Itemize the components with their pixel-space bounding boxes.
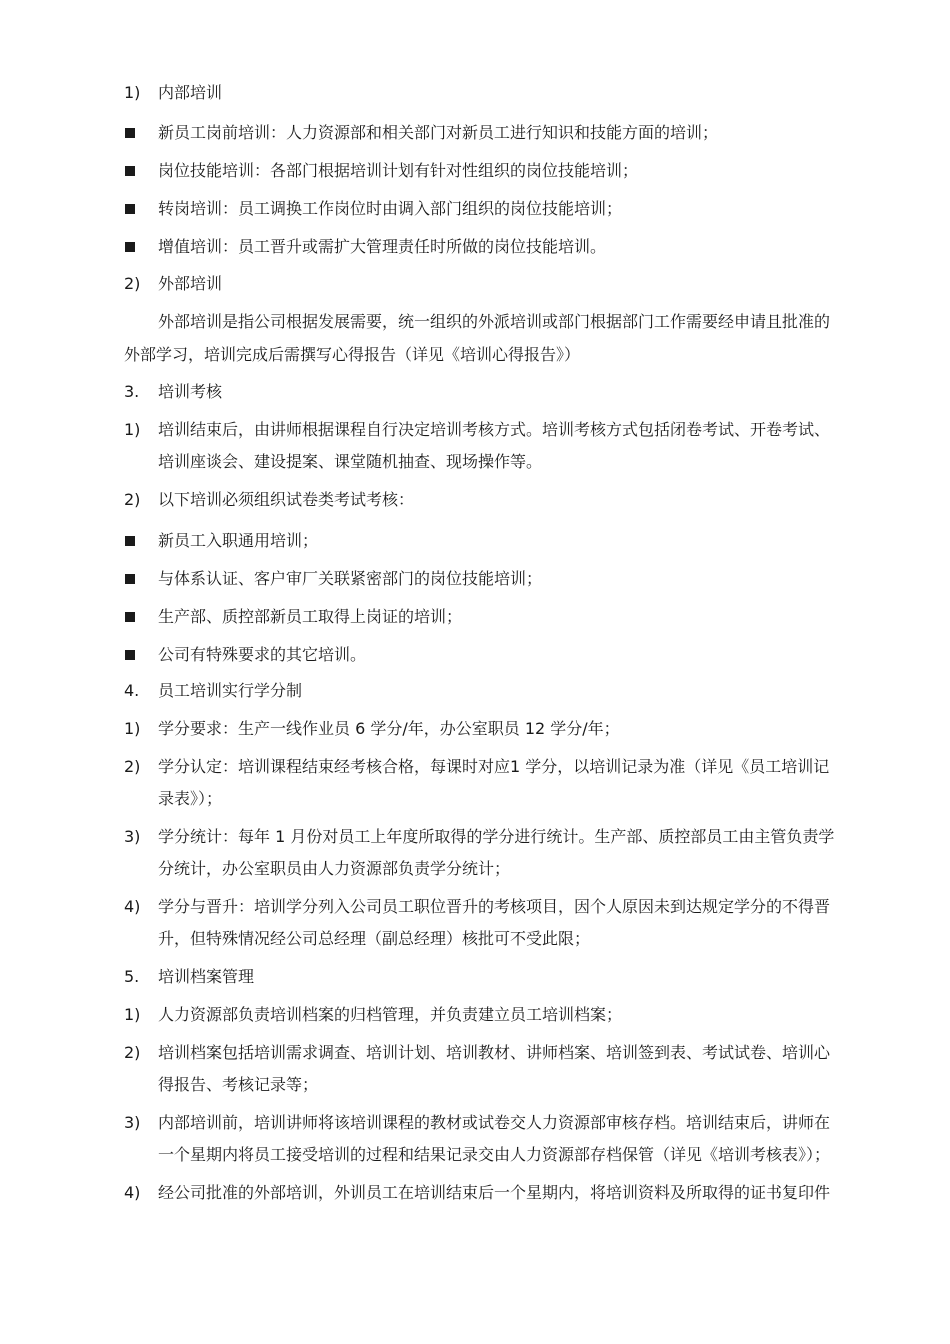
- line-text: 培训座谈会、建设提案、课堂随机抽查、现场操作等。: [158, 452, 543, 471]
- list-marker: 4): [124, 1183, 141, 1202]
- line: [0, 927, 950, 951]
- line-text: 新员工岗前培训：人力资源部和相关部门对新员工进行知识和技能方面的培训；: [158, 123, 719, 142]
- line-text: 分统计，办公室职员由人力资源部负责学分统计；: [158, 859, 511, 878]
- line-text: 转岗培训：员工调换工作岗位时由调入部门组织的岗位技能培训；: [158, 199, 623, 218]
- line: [0, 679, 950, 703]
- line: [0, 643, 950, 667]
- section-heading: 员工培训实行学分制: [158, 681, 303, 700]
- line: [0, 755, 950, 779]
- line: [0, 529, 950, 553]
- line: [0, 787, 950, 811]
- square-bullet-icon: [125, 166, 135, 176]
- line-text: 得报告、考核记录等；: [158, 1075, 319, 1094]
- line: [0, 1003, 950, 1027]
- line: [0, 343, 950, 367]
- line-text: 内部培训前，培训讲师将该培训课程的教材或试卷交人力资源部审核存档。培训结束后，讲师在: [158, 1113, 831, 1132]
- line-text: 人力资源部负责培训档案的归档管理，并负责建立员工培训档案；: [158, 1005, 623, 1024]
- list-marker: 2): [124, 490, 141, 509]
- line-text: 学分要求：生产一线作业员 6 学分/年，办公室职员 12 学分/年；: [158, 719, 620, 738]
- list-marker: 1): [124, 420, 141, 439]
- line-text: 学分统计：每年 1 月份对员工上年度所取得的学分进行统计。生产部、质控部员工由主管负责学: [158, 827, 835, 846]
- line: [0, 965, 950, 989]
- line-text: 新员工入职通用培训；: [158, 531, 319, 550]
- square-bullet-icon: [125, 242, 135, 252]
- list-marker: 2): [124, 757, 141, 776]
- square-bullet-icon: [125, 128, 135, 138]
- line-text: 录表》）；: [158, 789, 223, 808]
- square-bullet-icon: [125, 204, 135, 214]
- square-bullet-icon: [125, 574, 135, 584]
- line-text: 与体系认证、客户审厂关联紧密部门的岗位技能培训；: [158, 569, 543, 588]
- list-marker: 4): [124, 897, 141, 916]
- section-number: 5.: [124, 967, 140, 986]
- line: [0, 272, 950, 296]
- line: [0, 1143, 950, 1167]
- section-number: 4.: [124, 681, 140, 700]
- line: [0, 717, 950, 741]
- section-heading: 培训考核: [158, 382, 223, 401]
- line: [0, 310, 950, 334]
- line-text: 培训结束后，由讲师根据课程自行决定培训考核方式。培训考核方式包括闭卷考试、开卷考试、: [158, 420, 831, 439]
- line-text: 经公司批准的外部培训，外训员工在培训结束后一个星期内，将培训资料及所取得的证书复印件: [158, 1183, 831, 1202]
- line-text: 增值培训：员工晋升或需扩大管理责任时所做的岗位技能培训。: [158, 237, 607, 256]
- line: [0, 895, 950, 919]
- line-text: 内部培训: [158, 83, 223, 102]
- line-text: 学分与晋升：培训学分列入公司员工职位晋升的考核项目，因个人原因未到达规定学分的不得晋: [158, 897, 831, 916]
- line: [0, 418, 950, 442]
- line: [0, 1041, 950, 1065]
- line: [0, 159, 950, 183]
- line: [0, 857, 950, 881]
- line: [0, 235, 950, 259]
- list-marker: 2): [124, 274, 141, 293]
- list-marker: 2): [124, 1043, 141, 1062]
- line-text: 岗位技能培训：各部门根据培训计划有针对性组织的岗位技能培训；: [158, 161, 639, 180]
- line: [0, 380, 950, 404]
- list-marker: 3): [124, 827, 141, 846]
- line: [0, 450, 950, 474]
- line-text: 一个星期内将员工接受培训的过程和结果记录交由人力资源部存档保管（详见《培训考核表》）；: [158, 1145, 831, 1164]
- line-text: 培训档案包括培训需求调查、培训计划、培训教材、讲师档案、培训签到表、考试试卷、培训心: [158, 1043, 831, 1062]
- list-marker: 3): [124, 1113, 141, 1132]
- line: [0, 197, 950, 221]
- line-text: 以下培训必须组织试卷类考试考核：: [158, 490, 415, 509]
- line-text: 生产部、质控部新员工取得上岗证的培训；: [158, 607, 463, 626]
- line: [0, 825, 950, 849]
- line: [0, 121, 950, 145]
- square-bullet-icon: [125, 536, 135, 546]
- line: [0, 605, 950, 629]
- square-bullet-icon: [125, 650, 135, 660]
- list-marker: 1): [124, 1005, 141, 1024]
- line: [0, 1073, 950, 1097]
- line-text: 学分认定：培训课程结束经考核合格，每课时对应1 学分，以培训记录为准（详见《员工培训记: [158, 757, 830, 776]
- line-text: 公司有特殊要求的其它培训。: [158, 645, 367, 664]
- line-text: 外部培训: [158, 274, 223, 293]
- paragraph-text: 外部学习，培训完成后需撰写心得报告（详见《培训心得报告》）: [124, 345, 581, 364]
- section-number: 3.: [124, 382, 140, 401]
- list-marker: 1): [124, 719, 141, 738]
- line: [0, 1181, 950, 1205]
- line: [0, 567, 950, 591]
- line: [0, 488, 950, 512]
- line-text: 升，但特殊情况经公司总经理（副总经理）核批可不受此限；: [158, 929, 591, 948]
- line: [0, 81, 950, 105]
- line: [0, 1111, 950, 1135]
- square-bullet-icon: [125, 612, 135, 622]
- section-heading: 培训档案管理: [158, 967, 255, 986]
- list-marker: 1): [124, 83, 141, 102]
- paragraph-text: 外部培训是指公司根据发展需要，统一组织的外派培训或部门根据部门工作需要经申请且批准的: [158, 312, 831, 331]
